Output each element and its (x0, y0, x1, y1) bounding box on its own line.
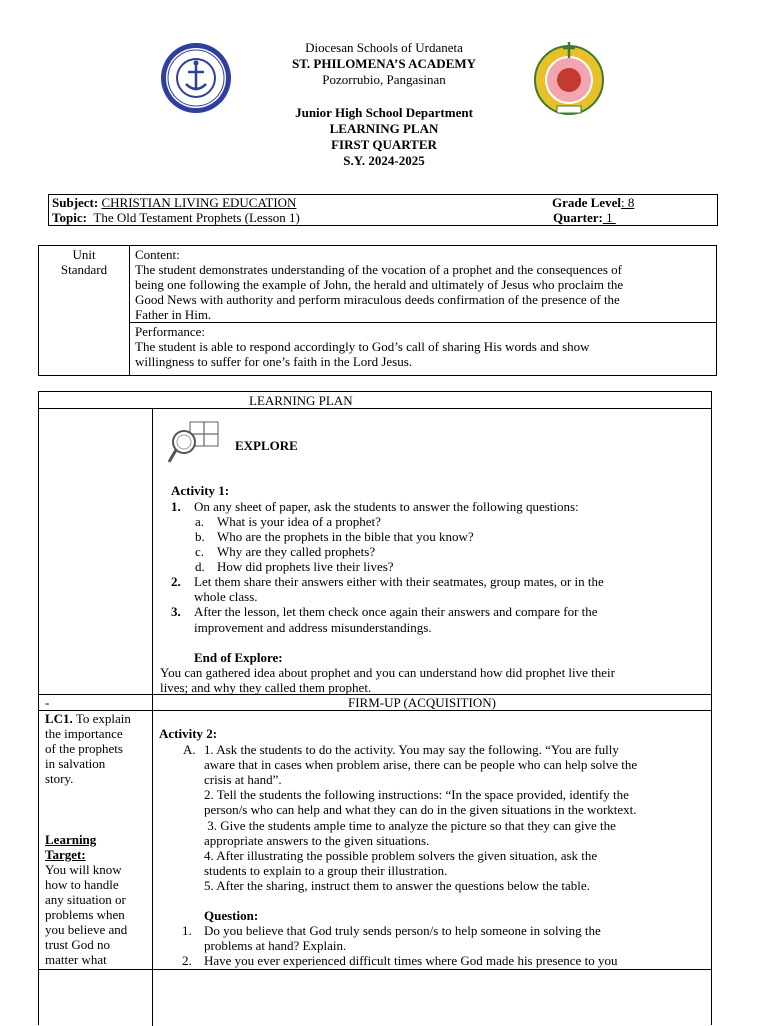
unit-standard-table (38, 245, 717, 376)
learning-target-line: You will know (45, 862, 122, 877)
unit-standard-label-cell (39, 246, 130, 375)
activity1-title: Activity 1: (171, 483, 230, 498)
unit-standard-content-cell (130, 246, 716, 375)
diocese-name: Diocesan Schools of Urdaneta (305, 40, 463, 55)
activity2-line: appropriate answers to the given situations. (204, 833, 430, 848)
activity1-question: Why are they called prophets? (217, 544, 376, 559)
question-line: Have you ever experienced difficult times where God made his presence to you (204, 953, 618, 968)
lc1-line: in salvation (45, 756, 106, 771)
firmup-left-cell: - (45, 695, 50, 710)
activity1-question: How did prophets live their lives? (217, 559, 394, 574)
activity2-line: students to explain to a group their illustration. (204, 863, 448, 878)
department-name: Junior High School Department (295, 105, 473, 120)
activity1-item: After the lesson, let them check once again their answers and compare for the (194, 604, 598, 619)
end-of-explore-line: You can gathered idea about prophet and you can understand how did prophet live their (160, 665, 615, 680)
topic-row (52, 210, 300, 225)
learning-plan-title: LEARNING PLAN (249, 393, 353, 408)
topic-label: Topic: (52, 210, 87, 225)
plan-title: LEARNING PLAN (329, 121, 439, 136)
column-divider (152, 694, 153, 710)
row-divider (39, 969, 711, 970)
topic-value: The Old Testament Prophets (Lesson 1) (93, 210, 300, 225)
activity2-line: aware that in cases when problem arise, there can be people who can help solve the (204, 757, 638, 772)
activity2-line: 3. Give the students ample time to analyze the picture so that they can give the (204, 818, 616, 833)
activity2-letter: A. (183, 742, 196, 757)
lc1-label: LC1. (45, 711, 73, 726)
activity2-line: crisis at hand”. (204, 772, 282, 787)
content-line: The student demonstrates understanding of the vocation of a prophet and the consequences of (135, 262, 622, 277)
list-number: 2. (171, 574, 181, 589)
learning-target-title: Learning (45, 832, 97, 847)
school-name: ST. PHILOMENA’S ACADEMY (291, 56, 477, 71)
row-divider (39, 408, 711, 409)
lc1-line: of the prophets (45, 741, 123, 756)
learning-target-line: matter what (45, 952, 107, 967)
activity1-item: whole class. (194, 589, 258, 604)
list-number: 1. (171, 499, 181, 514)
performance-label: Performance: (135, 324, 206, 339)
column-divider (152, 408, 153, 694)
sub-letter: d. (195, 559, 205, 574)
grade-value: : 8 (620, 195, 635, 210)
lc1-line (45, 711, 131, 726)
sub-letter: c. (195, 544, 205, 559)
performance-line: willingness to suffer for one’s faith in the Lord Jesus. (135, 354, 413, 369)
puzzle-magnifier-icon (168, 420, 222, 466)
end-of-explore-title: End of Explore: (194, 650, 283, 665)
learning-plan-table (38, 391, 712, 1025)
column-divider (152, 710, 153, 1026)
question-line: problems at hand? Explain. (204, 938, 347, 953)
list-number: 1. (182, 923, 192, 938)
grade-row (552, 195, 634, 210)
activity1-question: What is your idea of a prophet? (217, 514, 381, 529)
learning-target-line: any situation or (45, 892, 126, 907)
learning-target-line: trust God no (45, 937, 110, 952)
unit-row-divider (130, 322, 716, 323)
document-header (0, 40, 768, 169)
activity1-item: improvement and address misunderstandings. (194, 620, 432, 635)
unit-label: Unit (72, 247, 96, 262)
end-of-explore-line: lives; and why they called them prophet. (160, 680, 372, 695)
school-location: Pozorrubio, Pangasinan (322, 72, 446, 87)
activity2-line: 4. After illustrating the possible problem solvers the given situation, ask the (204, 848, 598, 863)
quarter-row (553, 210, 616, 225)
row-divider (39, 710, 711, 711)
activity2-line: 5. After the sharing, instruct them to answer the questions below the table. (204, 878, 590, 893)
performance-line: The student is able to respond accordingly to God’s call of sharing His words and show (135, 339, 590, 354)
activity2-line: 1. Ask the students to do the activity. You may say the following. “You are fully (204, 742, 619, 757)
sub-letter: b. (195, 529, 205, 544)
activity2-title: Activity 2: (159, 726, 218, 741)
learning-target-title: Target: (45, 847, 86, 862)
sub-letter: a. (195, 514, 205, 529)
content-label: Content: (135, 247, 180, 262)
learning-target-line: you believe and (45, 922, 128, 937)
question-title: Question: (204, 908, 259, 923)
lc1-line: story. (45, 771, 74, 786)
activity1-question: Who are the prophets in the bible that you know? (217, 529, 474, 544)
subject-table (48, 194, 718, 226)
list-number: 2. (182, 953, 192, 968)
subject-value: CHRISTIAN LIVING EDUCATION (101, 195, 297, 210)
activity1-item: Let them share their answers either with their seatmates, group mates, or in the (194, 574, 604, 589)
subject-row (52, 195, 296, 210)
content-line: Father in Him. (135, 307, 212, 322)
activity2-line: 2. Tell the students the following instructions: “In the space provided, identify the (204, 787, 629, 802)
quarter-label: Quarter: (553, 210, 603, 225)
standard-label: Standard (60, 262, 108, 277)
content-line: being one following the example of John, the herald and ultimately of Jesus who proclaim the (135, 277, 624, 292)
grade-label: Grade Level (552, 195, 621, 210)
list-number: 3. (171, 604, 181, 619)
content-line: Good News with authority and perform miraculous deeds confirmation of the presence of the (135, 292, 620, 307)
explore-title: EXPLORE (235, 438, 298, 453)
firmup-title: FIRM-UP (ACQUISITION) (348, 695, 496, 710)
quarter-value: 1 (602, 210, 616, 225)
learning-target-line: how to handle (45, 877, 119, 892)
activity1-item: On any sheet of paper, ask the students to answer the following questions: (194, 499, 579, 514)
quarter-title: FIRST QUARTER (331, 137, 437, 152)
learning-target-line: problems when (45, 907, 125, 922)
activity2-line: person/s who can help and what they can do in the given situations in the worktext. (204, 802, 637, 817)
question-line: Do you believe that God truly sends person/s to help someone in solving the (204, 923, 601, 938)
school-year: S.Y. 2024-2025 (343, 153, 425, 168)
lc1-text: To explain (72, 711, 131, 726)
lc1-line: the importance (45, 726, 123, 741)
subject-label: Subject: (52, 195, 99, 210)
